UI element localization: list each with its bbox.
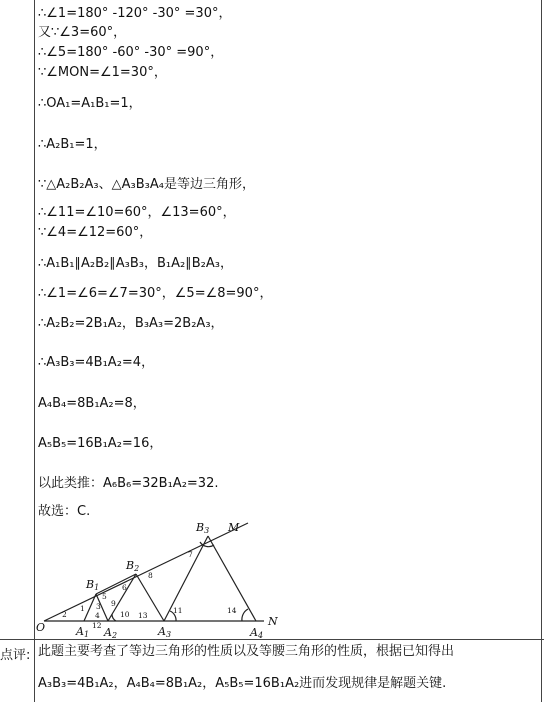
point-label-b1: B1 — [86, 578, 100, 592]
solution-line: 故选：C. — [38, 504, 91, 519]
point-label-a4: A4 — [250, 626, 264, 639]
solution-line: ∴∠5=180° -60° -30° =90°， — [38, 45, 224, 60]
angle-label: 11 — [173, 606, 183, 615]
point-label-m: M — [228, 521, 240, 534]
angle-label: 6 — [122, 583, 127, 592]
solution-line: ∴A₁B₁∥A₂B₂∥A₃B₃，B₁A₂∥B₂A₃， — [38, 256, 233, 271]
solution-line: ∴∠1=180° -120° -30° =30°， — [38, 6, 232, 21]
angle-label: 13 — [138, 611, 148, 620]
solution-line: ∵∠MON=∠1=30°， — [38, 65, 167, 80]
solution-line: ∴A₃B₃=4B₁A₂=4， — [38, 355, 155, 370]
ray-om — [44, 523, 248, 621]
angle-label: 5 — [102, 592, 107, 601]
left-column-border — [34, 0, 35, 702]
angle-label: 10 — [120, 610, 130, 619]
review-line: 此题主要考查了等边三角形的性质以及等腰三角形的性质，根据已知得出 — [38, 644, 455, 659]
right-column-border — [541, 0, 542, 702]
point-label-n: N — [268, 615, 278, 628]
geometry-figure — [36, 515, 296, 639]
angle-label: 12 — [92, 621, 102, 630]
solution-line: ∴A₂B₂=2B₁A₂，B₃A₃=2B₂A₃， — [38, 316, 224, 331]
angle-label: 4 — [95, 611, 100, 620]
angle-arc — [242, 609, 248, 621]
solution-line: 又∵∠3=60°， — [38, 25, 127, 40]
angle-label: 7 — [188, 550, 193, 559]
point-label-a1: A1 — [76, 625, 90, 639]
angle-label: 3 — [96, 602, 101, 611]
solution-line: A₄B₄=8B₁A₂=8， — [38, 396, 146, 411]
solution-line: A₅B₅=16B₁A₂=16， — [38, 436, 163, 451]
solution-line: ∴∠11=∠10=60°，∠13=60°， — [38, 205, 236, 220]
solution-line: ∵∠4=∠12=60°， — [38, 225, 153, 240]
point-label-a3: A3 — [158, 625, 172, 639]
segment-a3b3 — [164, 536, 208, 621]
angle-label: 1 — [80, 604, 85, 613]
point-label-b2: B2 — [126, 559, 140, 573]
angle-label: 8 — [148, 571, 153, 580]
point-label-a2: A2 — [104, 626, 118, 639]
point-label-o: O — [36, 621, 46, 634]
angle-label: 14 — [227, 606, 237, 615]
angle-label: 9 — [111, 599, 116, 608]
point-label-b3: B3 — [196, 521, 210, 535]
angle-label: 2 — [62, 610, 67, 619]
review-line: A₃B₃=4B₁A₂，A₄B₄=8B₁A₂，A₅B₅=16B₁A₂进而发现规律是解题关键. — [38, 676, 447, 691]
solution-line: 以此类推：A₆B₆=32B₁A₂=32. — [38, 476, 219, 491]
angle-arc — [112, 614, 116, 621]
solution-line: ∴A₂B₁=1， — [38, 137, 107, 152]
solution-line: ∵△A₂B₂A₃、△A₃B₃A₄是等边三角形， — [38, 177, 255, 192]
solution-line: ∴OA₁=A₁B₁=1， — [38, 96, 142, 111]
review-label: 点评: — [0, 648, 31, 663]
row-divider — [0, 639, 544, 640]
solution-line: ∴∠1=∠6=∠7=30°，∠5=∠8=90°， — [38, 286, 273, 301]
